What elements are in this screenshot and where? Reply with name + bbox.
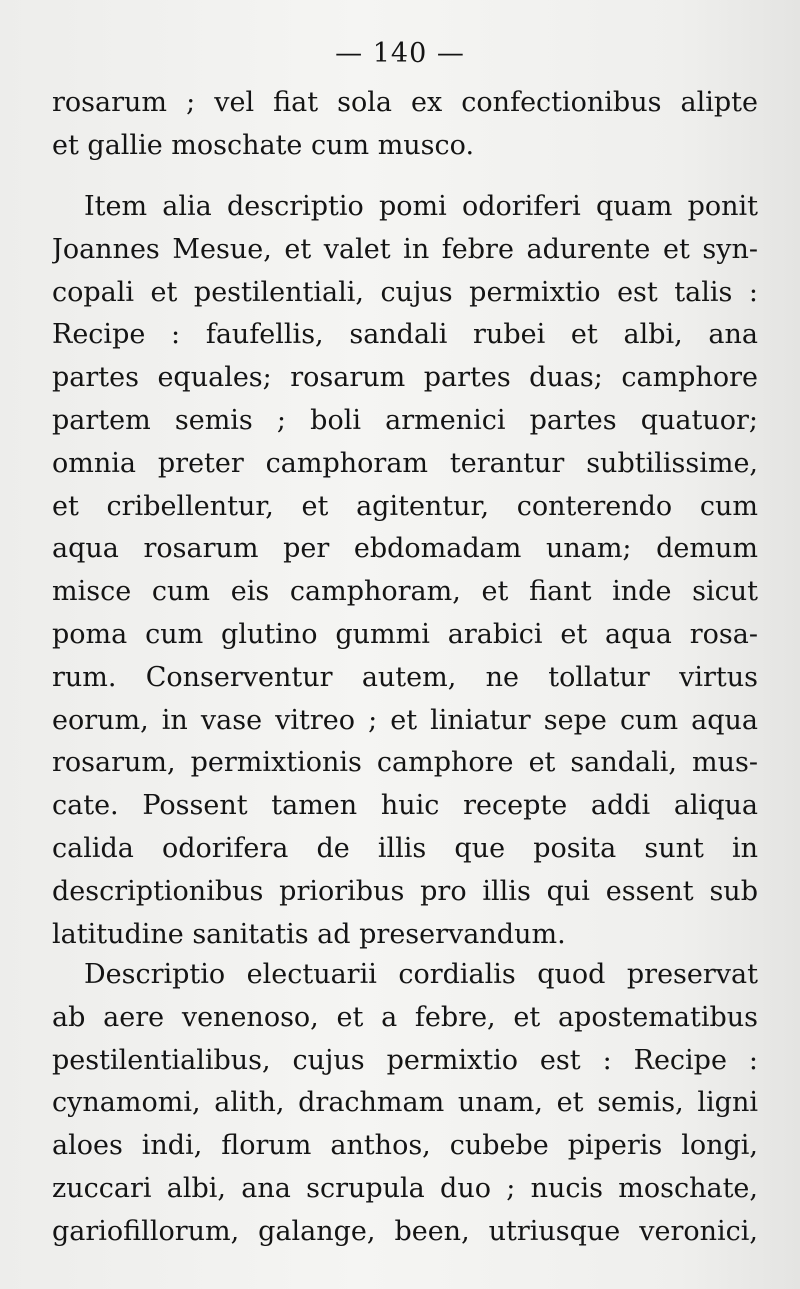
text-line: copali et pestilentiali, cujus permixtio est talis : (52, 276, 758, 308)
text-line: aloes indi, florum anthos, cubebe piperis longi, (52, 1130, 758, 1162)
page-number: — 140 — (335, 38, 465, 69)
text-line: calida odorifera de illis que posita sunt in (52, 832, 758, 864)
text-line: ab aere venenoso, et a febre, et apostematibus (52, 1001, 758, 1033)
text-line: zuccari albi, ana scrupula duo ; nucis moschate, (52, 1172, 758, 1204)
text-line: Descriptio electuarii cordialis quod preservat (84, 959, 758, 990)
text-line: partes equales; rosarum partes duas; camphore (52, 362, 758, 394)
text-line: et cribellentur, et agitentur, conterendo cum (52, 490, 758, 522)
text-line: cynamomi, alith, drachmam unam, et semis, ligni (52, 1087, 758, 1119)
paragraph-continuation (52, 82, 758, 168)
text-line: cate. Possent tamen huic recepte addi aliqua (52, 790, 758, 822)
text-line: et gallie moschate cum musco. (52, 129, 475, 161)
text-line: rum. Conserventur autem, ne tollatur virtus (52, 661, 758, 693)
text-line: poma cum glutino gummi arabici et aqua rosa- (52, 618, 758, 650)
paragraph-electuarii-cordialis (52, 954, 758, 1254)
text-line: rosarum ; vel fiat sola ex confectionibus alipte (52, 87, 758, 118)
text-line: gariofillorum, galange, been, utriusque veronici, (52, 1215, 758, 1247)
text-line: pestilentialibus, cujus permixtio est : Recipe : (52, 1044, 758, 1076)
text-line: latitudine sanitatis ad preservandum. (52, 918, 566, 950)
text-line: misce cum eis camphoram, et fiant inde sicut (52, 576, 758, 608)
paragraph-pomi-odoriferi (52, 186, 758, 956)
text-line: rosarum, permixtionis camphore et sandali, mus- (52, 747, 758, 779)
text-line: Item alia descriptio pomi odoriferi quam ponit (84, 191, 758, 222)
text-line: partem semis ; boli armenici partes quatuor; (52, 404, 758, 436)
text-line: Joannes Mesue, et valet in febre adurente et syn- (52, 233, 758, 265)
text-line: omnia preter camphoram terantur subtilissime, (52, 447, 758, 479)
text-line: descriptionibus prioribus pro illis qui essent sub (52, 875, 758, 907)
text-line: Recipe : faufellis, sandali rubei et albi, ana (52, 319, 758, 351)
text-line: eorum, in vase vitreo ; et liniatur sepe cum aqua (52, 704, 758, 736)
text-line: aqua rosarum per ebdomadam unam; demum (52, 533, 758, 565)
